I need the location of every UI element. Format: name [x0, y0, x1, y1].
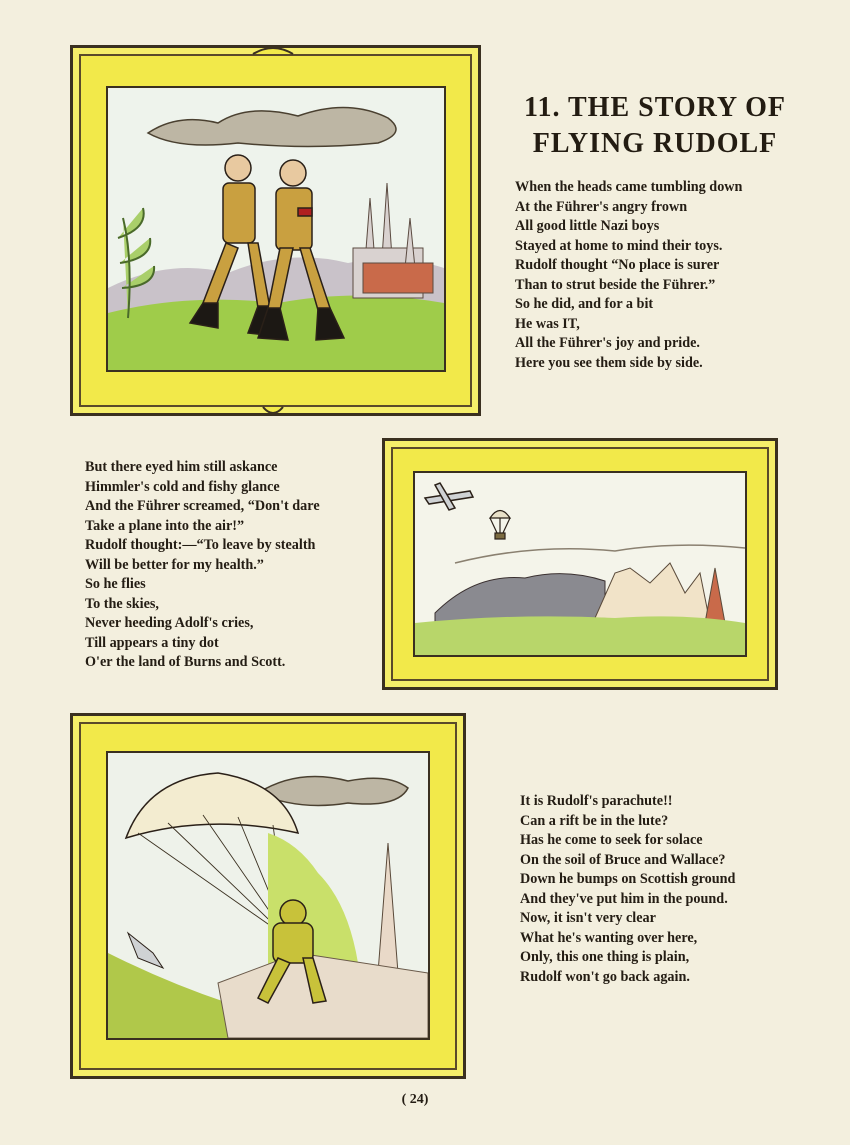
picture-frame-3 [70, 713, 466, 1079]
verse-line: Can a rift be in the lute? [520, 812, 669, 829]
verse-line: It is Rudolf's parachute!! [520, 793, 673, 809]
verse-line: So he did, and for a bit [515, 296, 654, 312]
verse-line: Than to strut beside the Führer.” [515, 276, 716, 293]
verse-line: To the skies, [85, 595, 159, 612]
stanza-2 [85, 458, 320, 673]
stanza-3 [520, 792, 735, 987]
verse-line: At the Führer's angry frown [515, 198, 688, 215]
verse-line: Take a plane into the air!” [85, 517, 245, 534]
frame-ornament [73, 48, 478, 413]
verse-line: O'er the land of Burns and Scott. [85, 654, 286, 670]
page-title [505, 90, 805, 162]
verse-line: He was IT, [515, 315, 580, 332]
verse-line: What he's wanting over here, [520, 929, 698, 946]
verse-line: Rudolf thought “No place is surer [515, 257, 720, 273]
flight-scene-art [415, 473, 745, 655]
title-line-1: 11. THE STORY OF [524, 92, 786, 123]
verse-line: And the Führer screamed, “Don't dare [85, 498, 320, 514]
landing-scene-art [108, 753, 428, 1038]
title-line-2: FLYING RUDOLF [532, 128, 778, 159]
verse-line: All the Führer's joy and pride. [515, 335, 700, 351]
page-number: ( 24) [401, 1092, 429, 1107]
verse-line: Rudolf thought:—“To leave by stealth [85, 537, 316, 553]
verse-line: Down he bumps on Scottish ground [520, 871, 736, 887]
verse-line: Himmler's cold and fishy glance [85, 478, 280, 495]
illustration-landing [106, 751, 430, 1040]
verse-line: On the soil of Bruce and Wallace? [520, 851, 726, 868]
picture-frame-1 [70, 45, 481, 416]
verse-line: All good little Nazi boys [515, 218, 660, 234]
verse-line: Never heeding Adolf's cries, [85, 615, 254, 631]
verse-line: Only, this one thing is plain, [520, 949, 690, 965]
verse-line: When the heads came tumbling down [515, 179, 743, 195]
verse-line: So he flies [85, 576, 146, 592]
verse-line: Now, it isn't very clear [520, 910, 656, 926]
illustration-plane-parachute [413, 471, 747, 657]
verse-line: But there eyed him still askance [85, 459, 278, 475]
verse-line: Till appears a tiny dot [85, 634, 219, 651]
verse-line: Here you see them side by side. [515, 354, 703, 371]
picture-frame-2 [382, 438, 778, 690]
verse-line: Will be better for my health.” [85, 556, 264, 573]
verse-line: And they've put him in the pound. [520, 890, 728, 907]
verse-line: Stayed at home to mind their toys. [515, 237, 723, 254]
verse-line: Has he come to seek for solace [520, 832, 703, 848]
stanza-1 [515, 178, 742, 373]
verse-line: Rudolf won't go back again. [520, 968, 690, 985]
